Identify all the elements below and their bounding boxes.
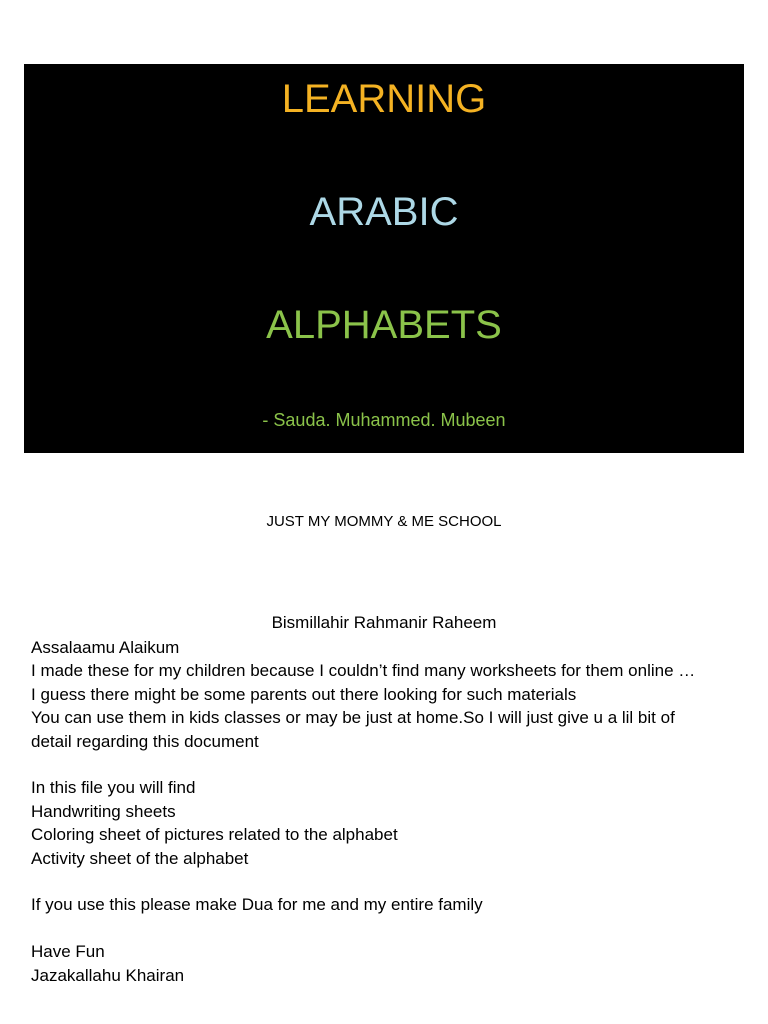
closing-line: Have Fun <box>31 942 105 962</box>
contents-item: Activity sheet of the alphabet <box>31 848 249 868</box>
contents-item: Coloring sheet of pictures related to the alphabet <box>31 825 398 845</box>
dua-request: If you use this please make Dua for me and my entire family <box>31 895 483 915</box>
intro-line: You can use them in kids classes or may be just at home.So I will just give u a lil bit of <box>31 708 675 728</box>
blank-line <box>31 753 751 776</box>
intro-line: I made these for my children because I couldn’t find many worksheets for them online … <box>31 661 696 681</box>
intro-line: I guess there might be some parents out there looking for such materials <box>31 684 577 704</box>
cover-title-arabic: ARABIC <box>309 190 459 234</box>
greeting: Assalaamu Alaikum <box>31 638 180 657</box>
blank-line <box>31 870 751 893</box>
contents-item: Handwriting sheets <box>31 801 176 821</box>
letter-body <box>31 636 751 987</box>
cover-author: - Sauda. Muhammed. Mubeen <box>262 410 506 430</box>
cover-title-alphabets: ALPHABETS <box>266 303 502 347</box>
intro-line: detail regarding this document <box>31 731 259 751</box>
school-name: JUST MY MOMMY & ME SCHOOL <box>266 513 502 530</box>
blank-line <box>31 917 751 940</box>
bismillah-heading: Bismillahir Rahmanir Raheem <box>271 613 497 632</box>
cover-banner <box>24 64 744 453</box>
contents-heading: In this file you will find <box>31 778 196 798</box>
closing-line: Jazakallahu Khairan <box>31 965 185 985</box>
cover-title-learning: LEARNING <box>281 77 487 121</box>
